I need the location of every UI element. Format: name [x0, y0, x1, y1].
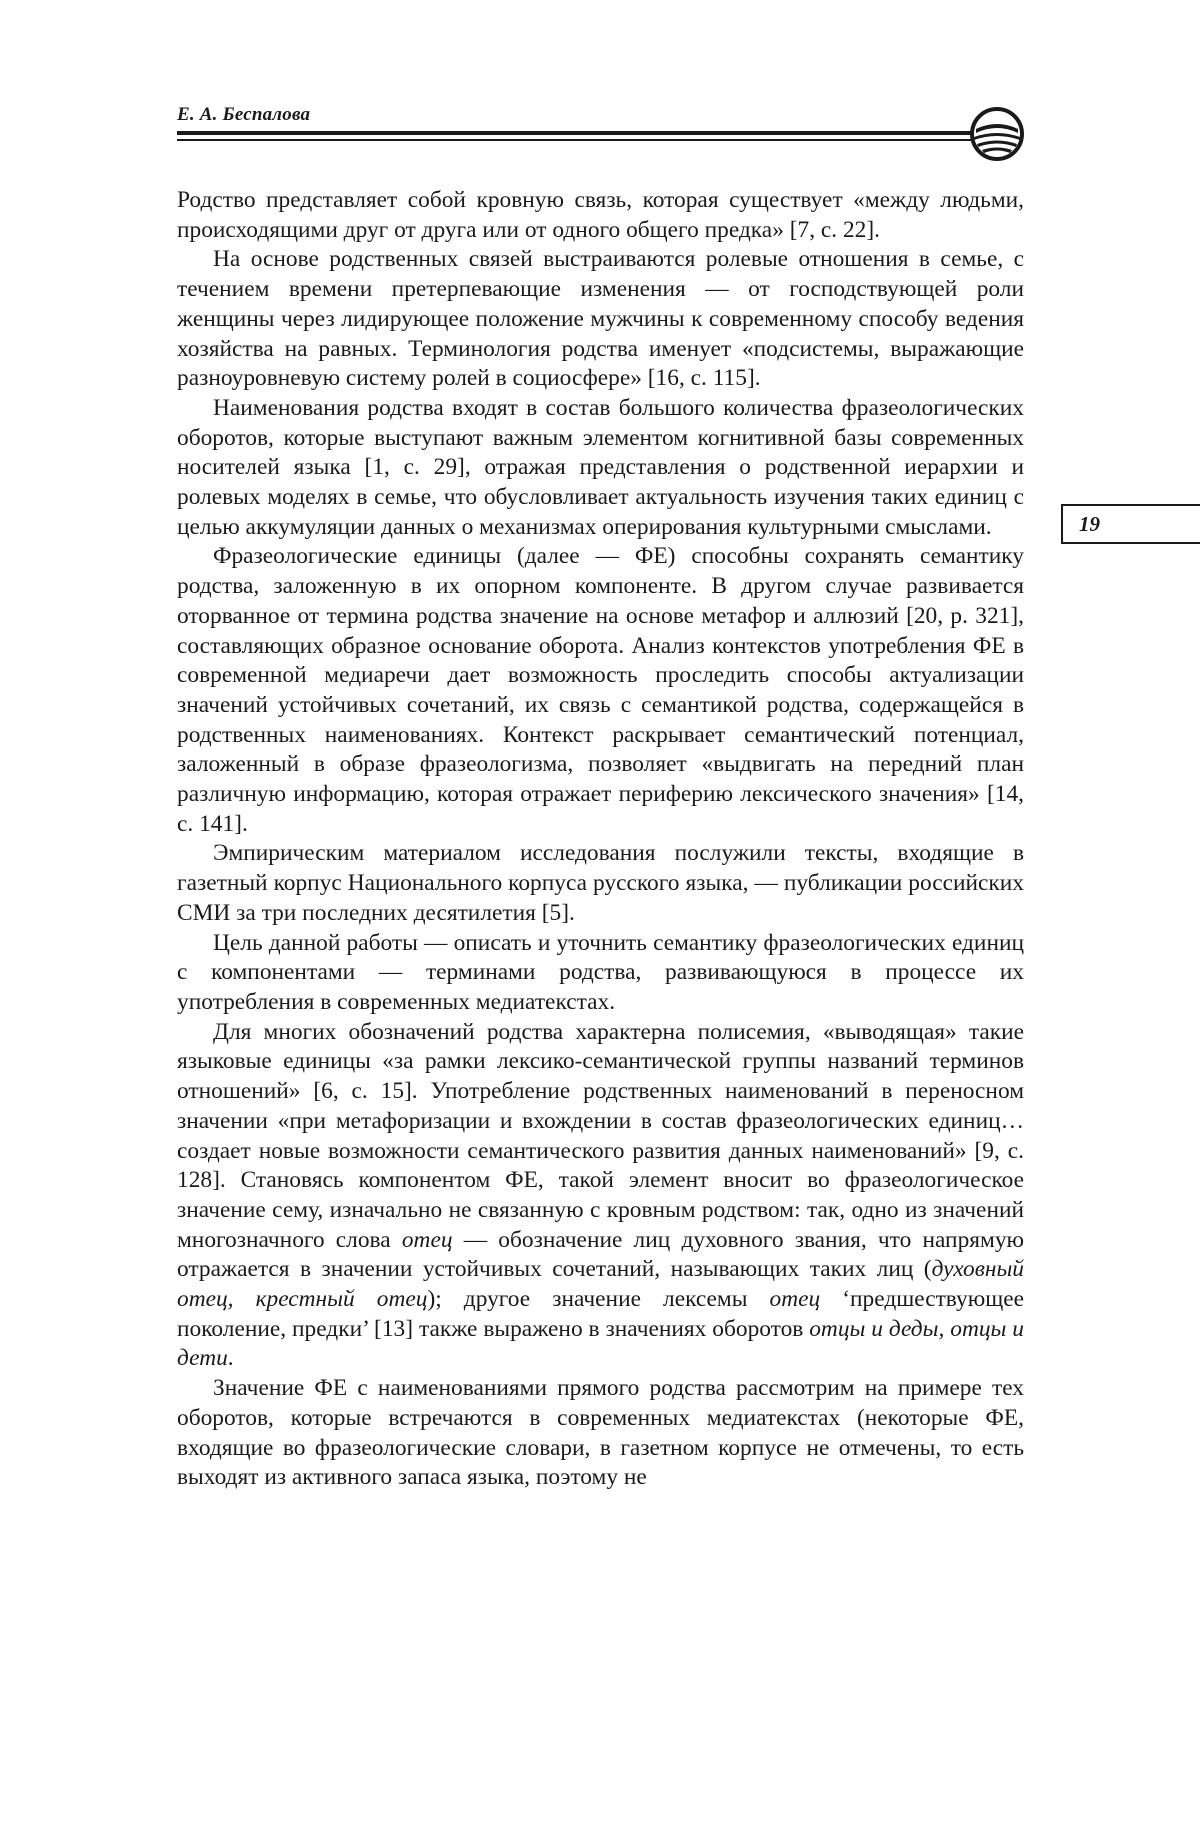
text-segment: Значение ФЕ с наименованиями прямого родства рассмотрим на примере тех оборотов, которые встречаются в современных медиатекстах (некоторые ФЕ, входящие во фразеологические словари, в газетном корпусе не отмечены, то есть выходят из активного запаса языка, поэтому не	[177, 1375, 1024, 1491]
paragraph	[177, 394, 1024, 543]
page-number-tab	[1061, 504, 1200, 544]
text-segment: На основе родственных связей выстраиваются ролевые отношения в семье, с течением времени претерпевающие изменения — от господствующей роли женщины через лидирующее положение мужчины к современному способу ведения хозяйства на равных. Терминология родства именует «подсистемы, выражающие разноуровневую систему ролей в социосфере» [16, с. 115].	[177, 246, 1024, 392]
italic-term: отец	[401, 1226, 453, 1253]
paragraph	[177, 839, 1024, 928]
text-segment: Родство представляет собой кровную связь, которая существует «между людьми, происходящими друг от друга или от одного общего предка» [7, с. 22].	[177, 187, 1024, 243]
article-body	[177, 186, 1024, 1493]
text-segment: Эмпирическим материалом исследования послужили тексты, входящие в газетный корпус Национального корпуса русского языка, — публикации российских СМИ за три последних десятилетия [5].	[177, 840, 1024, 926]
text-segment: — обозначение лиц духовного звания, что напрямую отражается в значении устойчивых сочетаний, называющих таких лиц (	[177, 1226, 1024, 1283]
text-segment: Наименования родства входят в состав большого количества фразеологических оборотов, которые выступают важным элементом когнитивной базы современных носителей языка [1, с. 29], отражая представления о родственной иерархии и ролевых моделях в семье, что обусловливает актуальность изучения таких единиц с целью аккумуляции данных о механизмах оперирования культурными смыслами.	[177, 394, 1024, 540]
journal-logo-icon	[968, 105, 1026, 163]
header-author: Е. А. Беспалова	[177, 104, 311, 125]
text-segment: Цель данной работы — описать и уточнить семантику фразеологических единиц с компонентами — терминами родства, развивающуюся в процессе их употребления в современных медиатекстах.	[177, 929, 1024, 1015]
italic-term: отцы и деды, отцы и дети	[177, 1315, 1024, 1372]
paragraph	[177, 542, 1024, 839]
header-rule-thin	[177, 139, 973, 141]
paragraph	[177, 1018, 1024, 1374]
text-segment: Фразеологические единицы (далее — ФЕ) способны сохранять семантику родства, заложенную в их опорном компоненте. В другом случае развивается оторванное от термина родства значение на основе метафор и аллюзий [20, p. 321], составляющих образное основание оборота. Анализ контекстов употребления ФЕ в современной медиаречи дает возможность проследить способы актуализации значений устойчивых сочетаний, их связь с семантикой родства, содержащейся в родственных наименованиях. Контекст раскрывает семантический потенциал, заложенный в образе фразеологизма, позволяет «выдвигать на передний план различную информацию, которая отражает периферию лексического значения» [14, с. 141].	[177, 543, 1024, 837]
paragraph	[177, 186, 1024, 245]
italic-term: отец	[769, 1286, 821, 1313]
italic-term: духовный отец, крестный отец	[177, 1256, 1024, 1313]
paragraph	[177, 929, 1024, 1018]
text-segment: ‘предшествующее поколение, предки’ [13] также выражено в значениях оборотов	[177, 1286, 1024, 1342]
text-segment: .	[227, 1345, 234, 1372]
header-rule-thick	[177, 131, 973, 135]
paragraph	[177, 245, 1024, 394]
text-segment: ); другое значение лексемы	[427, 1286, 770, 1313]
text-segment: Для многих обозначений родства характерна полисемия, «выводящая» такие языковые единицы «за рамки лексико-семантической группы названий терминов отношений» [6, с. 15]. Употребление родственных наименований в переносном значении «при метафоризации и вхождении в состав фразеологических единиц… создает новые возможности семантического развития данных наименований» [9, с. 128]. Становясь компонентом ФЕ, такой элемент вносит во фразеологическое значение сему, изначально не связанную с кровным родством: так, одно из значений многозначного слова	[177, 1018, 1024, 1253]
paragraph	[177, 1374, 1024, 1493]
page-number: 19	[1079, 512, 1100, 536]
